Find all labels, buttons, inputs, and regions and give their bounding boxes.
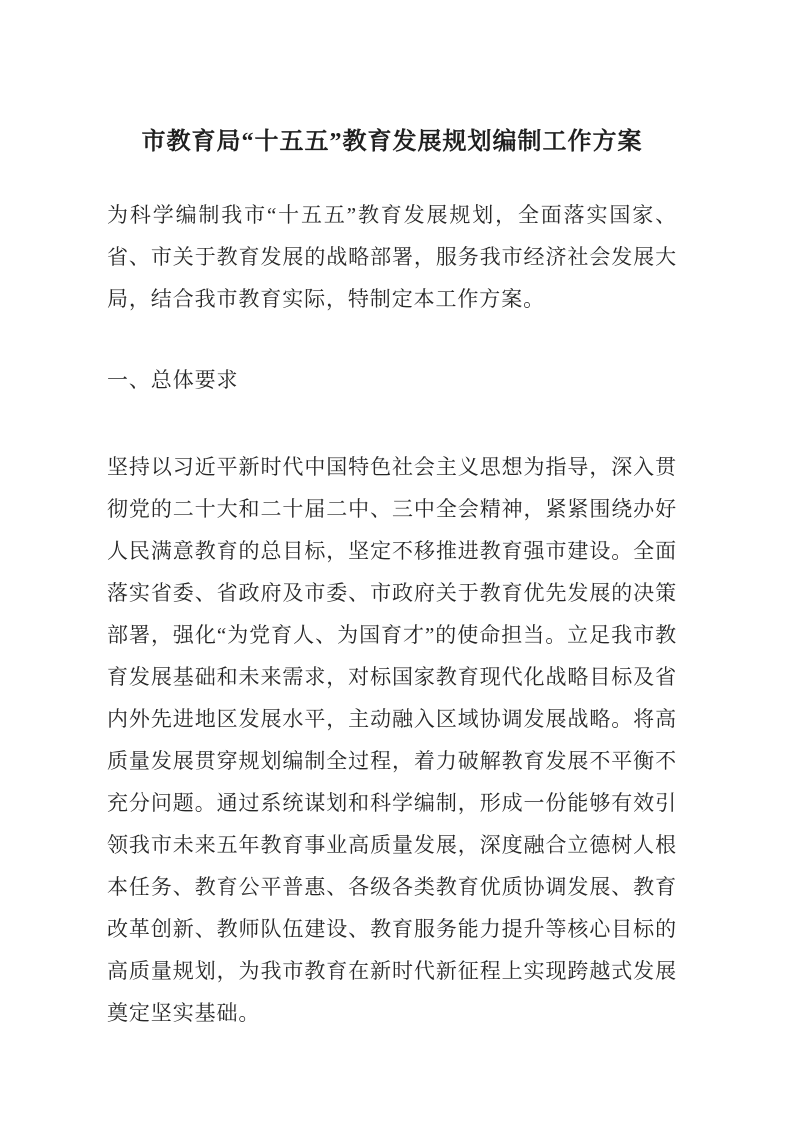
document-title: 市教育局“十五五”教育发展规划编制工作方案 bbox=[141, 129, 643, 155]
section-heading-overall-requirements: 一、总体要求 bbox=[107, 368, 239, 392]
intro-paragraph: 为科学编制我市“十五五”教育发展规划，全面落实国家、省、市关于教育发展的战略部署，服务我市经济社会发展大局，结合我市教育实际，特制定本工作方案。 bbox=[107, 203, 677, 311]
section-body-paragraph: 坚持以习近平新时代中国特色社会主义思想为指导，深入贯彻党的二十大和二十届二中、三中全会精神，紧紧围绕办好人民满意教育的总目标，坚定不移推进教育强市建设。全面落实省委、省政府及市委、市政府关于教育优先发展的决策部署，强化“为党育人、为国育才”的使命担当。立足我市教育发展基础和未来需求，对标国家教育现代化战略目标及省内外先进地区发展水平，主动融入区域协调发展战略。将高质量发展贯穿规划编制全过程，着力破解教育发展不平衡不充分问题。通过系统谋划和科学编制，形成一份能够有效引领我市未来五年教育事业高质量发展，深度融合立德树人根本任务、教育公平普惠、各级各类教育优质协调发展、教育改革创新、教师队伍建设、教育服务能力提升等核心目标的高质量规划，为我市教育在新时代新征程上实现跨越式发展奠定坚实基础。 bbox=[107, 455, 677, 1025]
document-content bbox=[107, 0, 677, 1034]
